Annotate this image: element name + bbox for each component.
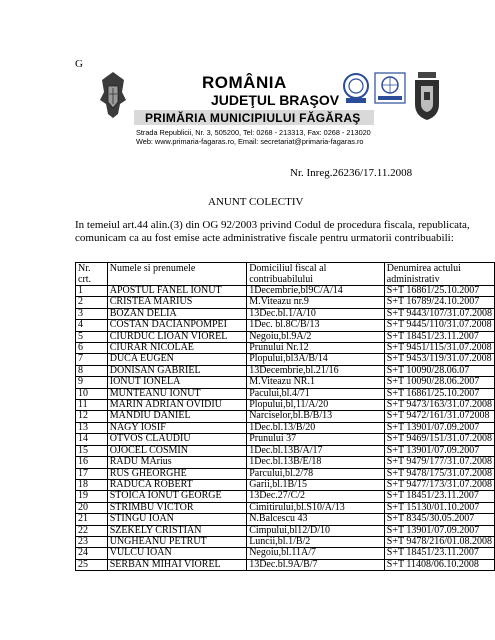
registration-number: Nr. Inreg.26236/17.11.2008 (290, 167, 413, 179)
cell-address: Garii,bl.1B/15 (247, 479, 385, 490)
cell-act: S+T 9472/161/31.072008 (384, 411, 494, 422)
cell-name: RUS GHEORGHE (107, 468, 246, 479)
cell-name: STRIMBU VICTOR (107, 502, 246, 513)
cell-nr: 9 (76, 377, 108, 388)
cell-act: S+T 9469/151/31.07.2008 (384, 434, 494, 445)
cell-address: 1Decembrie,bl9C/A/14 (247, 286, 385, 297)
cell-address: Cimitirului,bl.S10/A/13 (247, 502, 385, 513)
romania-coat-of-arms-icon (98, 70, 128, 120)
cell-name: CIURDUC LIOAN VIOREL (107, 331, 246, 342)
cell-nr: 11 (76, 400, 108, 411)
cell-nr: 13 (76, 422, 108, 433)
cell-act: S+T 16861/25.10.2007 (384, 388, 494, 399)
table-row (76, 331, 495, 342)
cell-nr: 10 (76, 388, 108, 399)
cell-address: Narciselor,bl.B/B/13 (247, 411, 385, 422)
cell-nr: 16 (76, 457, 108, 468)
cell-name: NAGY IOSIF (107, 422, 246, 433)
cell-act: S+T 9478/175/31.07.2008 (384, 468, 494, 479)
cell-address: M.Viteazu NR.1 (247, 377, 385, 388)
cell-nr: 2 (76, 297, 108, 308)
cell-act: S+T 9443/107/31.07.2008 (384, 308, 494, 319)
cell-name: MARIN ADRIAN OVIDIU (107, 400, 246, 411)
cell-nr: 25 (76, 559, 108, 570)
cell-nr: 19 (76, 491, 108, 502)
cell-act: S+T 8345/30.05.2007 (384, 514, 494, 525)
cell-name: SZEKELY CRISTIAN (107, 525, 246, 536)
cell-address: 1Dec.bl.13B/E/18 (247, 457, 385, 468)
cell-address: 13Dec.27/C/2 (247, 491, 385, 502)
cell-address: 1Dec.bl.13/B/20 (247, 422, 385, 433)
cell-address: 13Dec.bl.9A/B/7 (247, 559, 385, 570)
table-row (76, 434, 495, 445)
cell-address: N.Balcescu 43 (247, 514, 385, 525)
cell-name: IONUT IONELA (107, 377, 246, 388)
cell-name: VULCU IOAN (107, 548, 246, 559)
cell-name: DONISAN GABRIEL (107, 365, 246, 376)
cell-act: S+T 9478/216/01.08.2008 (384, 536, 494, 547)
cell-act: S+T 9477/173/31.07.2008 (384, 479, 494, 490)
table-row (76, 411, 495, 422)
cell-act: S+T 9453/119/31.07.2008 (384, 354, 494, 365)
cell-nr: 1 (76, 286, 108, 297)
cell-name: APOSTUL FANEL IONUT (107, 286, 246, 297)
table-row (76, 377, 495, 388)
header-country: ROMÂNIA (202, 73, 287, 92)
letterhead (98, 70, 448, 150)
cell-act: S+T 9451/115/31.07.2008 (384, 343, 494, 354)
header-address: Strada Republicii, Nr. 3, 505200, Tel: 0268 - 213313, Fax: 0268 - 213020 (136, 128, 371, 137)
cell-address: 13Decembrie,bl.21/16 (247, 365, 385, 376)
cell-address: Prunului Nr.12 (247, 343, 385, 354)
cell-nr: 18 (76, 479, 108, 490)
cell-act: S+T 18451/23.11.2007 (384, 491, 494, 502)
cell-nr: 8 (76, 365, 108, 376)
cell-address: 1Dec.bl.13B/A/17 (247, 445, 385, 456)
cell-nr: 6 (76, 343, 108, 354)
cell-nr: 3 (76, 308, 108, 319)
cell-address: Plopului,bl3A/B/14 (247, 354, 385, 365)
header-act: Denumirea actului administrativ (384, 263, 494, 286)
table-row (76, 525, 495, 536)
table-row (76, 297, 495, 308)
cell-name: OTVOS CLAUDIU (107, 434, 246, 445)
table-row (76, 479, 495, 490)
table-row (76, 548, 495, 559)
cell-address: Luncii,bl.1/B/2 (247, 536, 385, 547)
cell-name: MUNTEANU IONUT (107, 388, 246, 399)
intro-paragraph: In temeiul art.44 alin.(3) din OG 92/2003 privind Codul de procedura fiscala, republicata, comunicam ca au fost emise acte administrative fiscale pentru urmatorii contribuabili: (75, 219, 470, 244)
cell-address: 13Dec.bl.1/A/10 (247, 308, 385, 319)
cell-address: Negoiu,bl.11A/7 (247, 548, 385, 559)
table-row (76, 445, 495, 456)
cell-nr: 24 (76, 548, 108, 559)
cell-address: Pacului,bl.4/71 (247, 388, 385, 399)
cell-nr: 4 (76, 320, 108, 331)
table-row (76, 491, 495, 502)
corner-mark: G (75, 58, 83, 70)
cell-address: 1Dec. bl.8C/B/13 (247, 320, 385, 331)
cell-act: S+T 18451/23.11.2007 (384, 331, 494, 342)
cell-address: Negoiu,bl.9A/2 (247, 331, 385, 342)
table-row (76, 308, 495, 319)
cell-act: S+T 13901/07.09.2007 (384, 445, 494, 456)
cell-name: BOZAN DELIA (107, 308, 246, 319)
table-body (76, 286, 495, 571)
cell-address: Cimpului,bl12/D/10 (247, 525, 385, 536)
cell-nr: 15 (76, 445, 108, 456)
cell-nr: 22 (76, 525, 108, 536)
cell-act: S+T 9479/177/31.07.2008 (384, 457, 494, 468)
table-row (76, 422, 495, 433)
quality-cert-logo-icon (342, 72, 370, 104)
cell-name: COSTAN DACIANPOMPEI (107, 320, 246, 331)
cell-address: M.Viteazu nr.9 (247, 297, 385, 308)
header-city-hall: PRIMĂRIA MUNICIPIULUI FĂGĂRAŞ (145, 111, 361, 125)
cell-act: S+T 9445/110/31.07.2008 (384, 320, 494, 331)
cell-nr: 17 (76, 468, 108, 479)
cell-nr: 5 (76, 331, 108, 342)
cell-nr: 23 (76, 536, 108, 547)
table-row (76, 502, 495, 513)
cell-address: Plopului,bl,11/A/20 (247, 400, 385, 411)
cell-nr: 21 (76, 514, 108, 525)
table-row (76, 536, 495, 547)
table-row (76, 365, 495, 376)
table-row (76, 457, 495, 468)
table-row (76, 343, 495, 354)
cell-act: S+T 16789/24.10.2007 (384, 297, 494, 308)
table-row (76, 468, 495, 479)
cell-act: S+T 13901/07.09.2007 (384, 525, 494, 536)
header-county: JUDEŢUL BRAŞOV (211, 92, 340, 108)
cell-name: UNGHEANU PETRUT (107, 536, 246, 547)
header-web: Web: www.primaria-fagaras.ro, Email: secretariat@primaria-fagaras.ro (136, 137, 364, 146)
cell-name: STOICA IONUT GEORGE (107, 491, 246, 502)
cell-act: S+T 13901/07.09.2007 (384, 422, 494, 433)
taxpayers-table (75, 262, 495, 571)
cell-name: RADU MArius (107, 457, 246, 468)
table-row (76, 388, 495, 399)
cell-act: S+T 18451/23.11.2007 (384, 548, 494, 559)
cell-act: S+T 11408/06.10.2008 (384, 559, 494, 570)
cell-name: STINGU IOAN (107, 514, 246, 525)
cell-name: MANDIU DANIEL (107, 411, 246, 422)
header-address: Domiciliul fiscal al contribuabilului (247, 263, 385, 286)
cell-act: S+T 10090/28.06.2007 (384, 377, 494, 388)
table-header-row (76, 263, 495, 286)
table-row (76, 286, 495, 297)
document-title: ANUNT COLECTIV (208, 196, 304, 208)
cell-address: Parcului,bl.2/78 (247, 468, 385, 479)
cell-name: SERBAN MIHAI VIOREL (107, 559, 246, 570)
header-nr: Nr. crt. (76, 263, 108, 286)
cell-act: S+T 15130/01.10.2007 (384, 502, 494, 513)
cell-name: OJOCEL COSMIN (107, 445, 246, 456)
cell-nr: 14 (76, 434, 108, 445)
cell-name: RADUCA ROBERT (107, 479, 246, 490)
cell-act: S+T 10090/28.06.07 (384, 365, 494, 376)
iqnet-logo-icon (374, 72, 406, 104)
header-name: Numele si prenumele (107, 263, 246, 286)
cell-name: CRISTEA MARIUS (107, 297, 246, 308)
cell-nr: 7 (76, 354, 108, 365)
cell-address: Prunului 37 (247, 434, 385, 445)
fagaras-city-crest-icon (412, 70, 442, 122)
cell-name: CIURAR NICOLAE (107, 343, 246, 354)
cell-nr: 12 (76, 411, 108, 422)
cell-name: DUCA EUGEN (107, 354, 246, 365)
table-row (76, 320, 495, 331)
cell-nr: 20 (76, 502, 108, 513)
table-row (76, 514, 495, 525)
table-row (76, 559, 495, 570)
cell-act: S+T 9473/163/31.07.2008 (384, 400, 494, 411)
table-row (76, 354, 495, 365)
table-row (76, 400, 495, 411)
cell-act: S+T 16861/25.10.2007 (384, 286, 494, 297)
